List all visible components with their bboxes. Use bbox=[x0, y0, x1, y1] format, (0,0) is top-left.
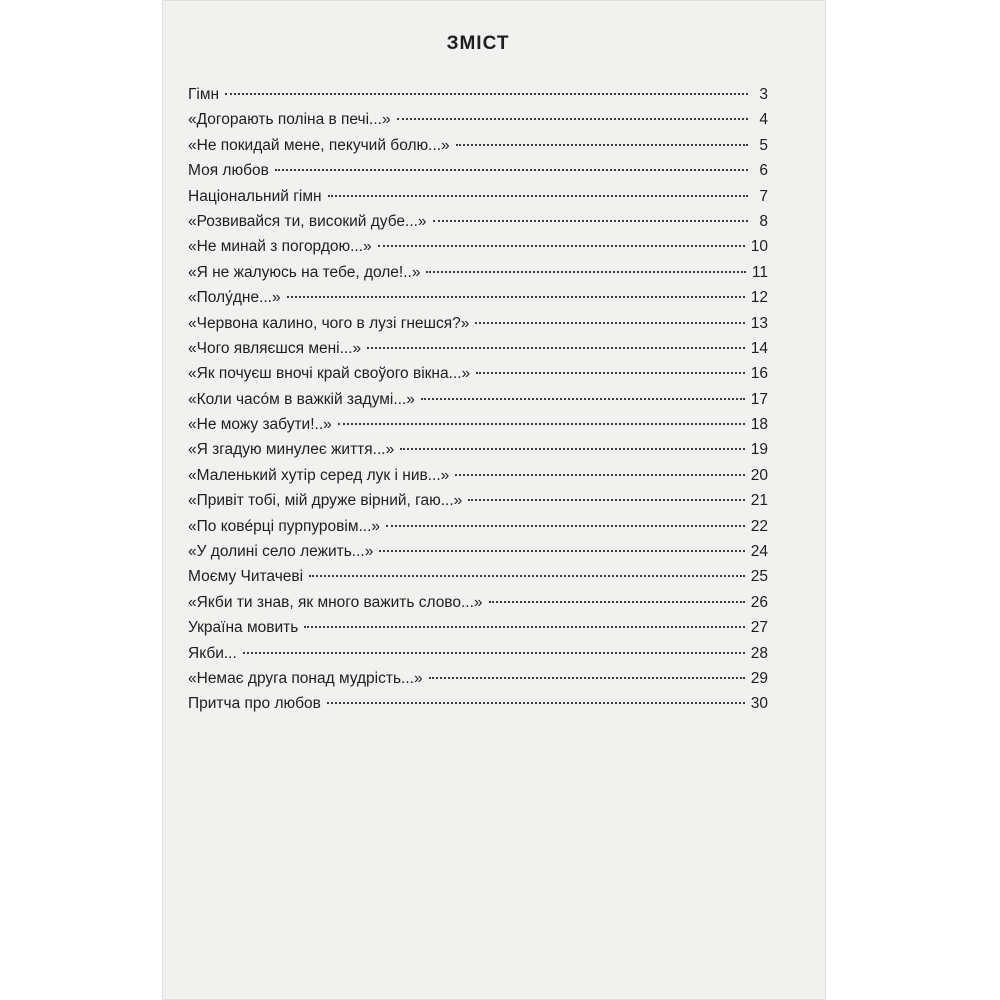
toc-entry bbox=[188, 488, 768, 513]
toc-entry-title: «Немає друга понад мудрість...» bbox=[188, 669, 423, 687]
toc-entry bbox=[188, 564, 768, 589]
toc-entry-title: «Привіт тобі, мій друже вірний, гаю...» bbox=[188, 492, 463, 510]
toc-entry-page-number: 29 bbox=[750, 669, 768, 687]
dot-leader bbox=[304, 626, 744, 628]
toc-entry bbox=[188, 666, 768, 691]
toc-entry bbox=[188, 412, 768, 437]
toc-heading: ЗМІСТ bbox=[446, 33, 510, 54]
toc-entry-page-number: 6 bbox=[759, 162, 768, 180]
toc-entry-page-number: 30 bbox=[750, 695, 768, 713]
toc-entry-page-number: 10 bbox=[750, 238, 768, 256]
toc-entry-title: «Якби ти знав, як много важить слово...» bbox=[188, 593, 483, 611]
toc-entry-title: «Полу́дне...» bbox=[188, 289, 281, 307]
dot-leader bbox=[468, 499, 744, 501]
toc-entry-page-number: 21 bbox=[750, 492, 768, 510]
dot-leader bbox=[367, 347, 745, 349]
dot-leader bbox=[243, 652, 745, 654]
dot-leader bbox=[378, 245, 745, 247]
table-of-contents bbox=[188, 30, 768, 717]
toc-entry bbox=[188, 514, 768, 539]
toc-entry bbox=[188, 539, 768, 564]
toc-entry-page-number: 7 bbox=[759, 187, 768, 205]
dot-leader bbox=[275, 169, 748, 171]
toc-entry bbox=[188, 590, 768, 615]
toc-entry-title: «Не покидай мене, пекучий болю...» bbox=[188, 136, 450, 154]
toc-entry-page-number: 17 bbox=[750, 390, 768, 408]
toc-entry-title: Україна мовить bbox=[188, 619, 299, 637]
dot-leader bbox=[379, 550, 744, 552]
dot-leader bbox=[455, 474, 745, 476]
dot-leader bbox=[426, 271, 745, 273]
dot-leader bbox=[429, 677, 745, 679]
toc-entry bbox=[188, 234, 768, 259]
toc-entry-page-number: 22 bbox=[750, 517, 768, 535]
toc-entry-title: «Маленький хутір серед лук і нив...» bbox=[188, 466, 450, 484]
dot-leader bbox=[489, 601, 745, 603]
toc-entry-page-number: 26 bbox=[750, 593, 768, 611]
toc-entry-page-number: 16 bbox=[750, 365, 768, 383]
toc-entry bbox=[188, 260, 768, 285]
toc-entry-title: Якби... bbox=[188, 644, 237, 662]
toc-entry bbox=[188, 133, 768, 158]
toc-entry bbox=[188, 184, 768, 209]
toc-entry bbox=[188, 107, 768, 132]
toc-entry bbox=[188, 158, 768, 183]
toc-entry-title: «Коли часо́м в важкій задумі...» bbox=[188, 390, 415, 408]
toc-entry-page-number: 27 bbox=[750, 619, 768, 637]
toc-entry-title: «Чого являєшся мені...» bbox=[188, 339, 362, 357]
toc-entry-page-number: 13 bbox=[750, 314, 768, 332]
toc-entry-page-number: 25 bbox=[750, 568, 768, 586]
toc-entry-title: «Як почуєш вночі край своўого вікна...» bbox=[188, 365, 471, 383]
dot-leader bbox=[328, 195, 748, 197]
toc-entry bbox=[188, 82, 768, 107]
toc-entry bbox=[188, 285, 768, 310]
toc-entry bbox=[188, 691, 768, 716]
toc-entry-title: Гімн bbox=[188, 86, 220, 103]
toc-entry-title: «Догорають поліна в печі...» bbox=[188, 111, 391, 129]
toc-entry-page-number: 18 bbox=[750, 416, 768, 434]
toc-entry-title: Національний гімн bbox=[188, 187, 322, 205]
toc-entry bbox=[188, 437, 768, 462]
toc-entry bbox=[188, 463, 768, 488]
toc-entry-page-number: 14 bbox=[750, 339, 768, 357]
toc-entry bbox=[188, 361, 768, 386]
toc-entry-title: «У долині село лежить...» bbox=[188, 543, 374, 561]
dot-leader bbox=[386, 525, 745, 527]
toc-entry-page-number: 19 bbox=[750, 441, 768, 459]
toc-entry-page-number: 11 bbox=[751, 263, 768, 281]
toc-entry-title: «Розвивайся ти, високий дубе...» bbox=[188, 212, 427, 230]
dot-leader bbox=[287, 296, 745, 298]
dot-leader bbox=[400, 448, 745, 450]
toc-entry bbox=[188, 311, 768, 336]
toc-entry-title: «Червона калино, чого в лузі гнешся?» bbox=[188, 314, 470, 332]
dot-leader bbox=[309, 575, 745, 577]
dot-leader bbox=[476, 372, 745, 374]
toc-entry bbox=[188, 209, 768, 234]
toc-entry-page-number: 24 bbox=[750, 543, 768, 561]
toc-entry-title: Моєму Читачеві bbox=[188, 568, 304, 586]
toc-entry-title: «Я згадую минулеє життя...» bbox=[188, 441, 395, 459]
toc-entry-page-number: 12 bbox=[750, 289, 768, 307]
toc-entry-page-number: 3 bbox=[759, 86, 768, 103]
dot-leader bbox=[475, 322, 744, 324]
toc-entry-page-number: 8 bbox=[759, 212, 768, 230]
toc-entry bbox=[188, 641, 768, 666]
toc-entry-title: «По ковéрці пурпуровім...» bbox=[188, 517, 381, 535]
dot-leader bbox=[338, 423, 745, 425]
toc-entry-title: «Я не жалуюсь на тебе, доле!..» bbox=[188, 263, 421, 281]
dot-leader bbox=[397, 118, 748, 120]
dot-leader bbox=[456, 144, 748, 146]
toc-entry-page-number: 20 bbox=[750, 466, 768, 484]
toc-entry-title: «Не минай з погордою...» bbox=[188, 238, 372, 256]
dot-leader bbox=[225, 93, 748, 95]
toc-entry bbox=[188, 387, 768, 412]
toc-entry-page-number: 28 bbox=[750, 644, 768, 662]
toc-entry-title: Притча про любов bbox=[188, 695, 321, 713]
dot-leader bbox=[421, 398, 745, 400]
dot-leader bbox=[433, 220, 748, 222]
toc-entry-page-number: 4 bbox=[759, 111, 768, 129]
dot-leader bbox=[327, 702, 745, 704]
toc-entry-title: «Не можу забути!..» bbox=[188, 416, 332, 434]
toc-entry bbox=[188, 336, 768, 361]
toc-entry-page-number: 5 bbox=[759, 136, 768, 154]
toc-entry-title: Моя любов bbox=[188, 162, 269, 180]
toc-list bbox=[188, 82, 768, 717]
toc-entry bbox=[188, 615, 768, 640]
